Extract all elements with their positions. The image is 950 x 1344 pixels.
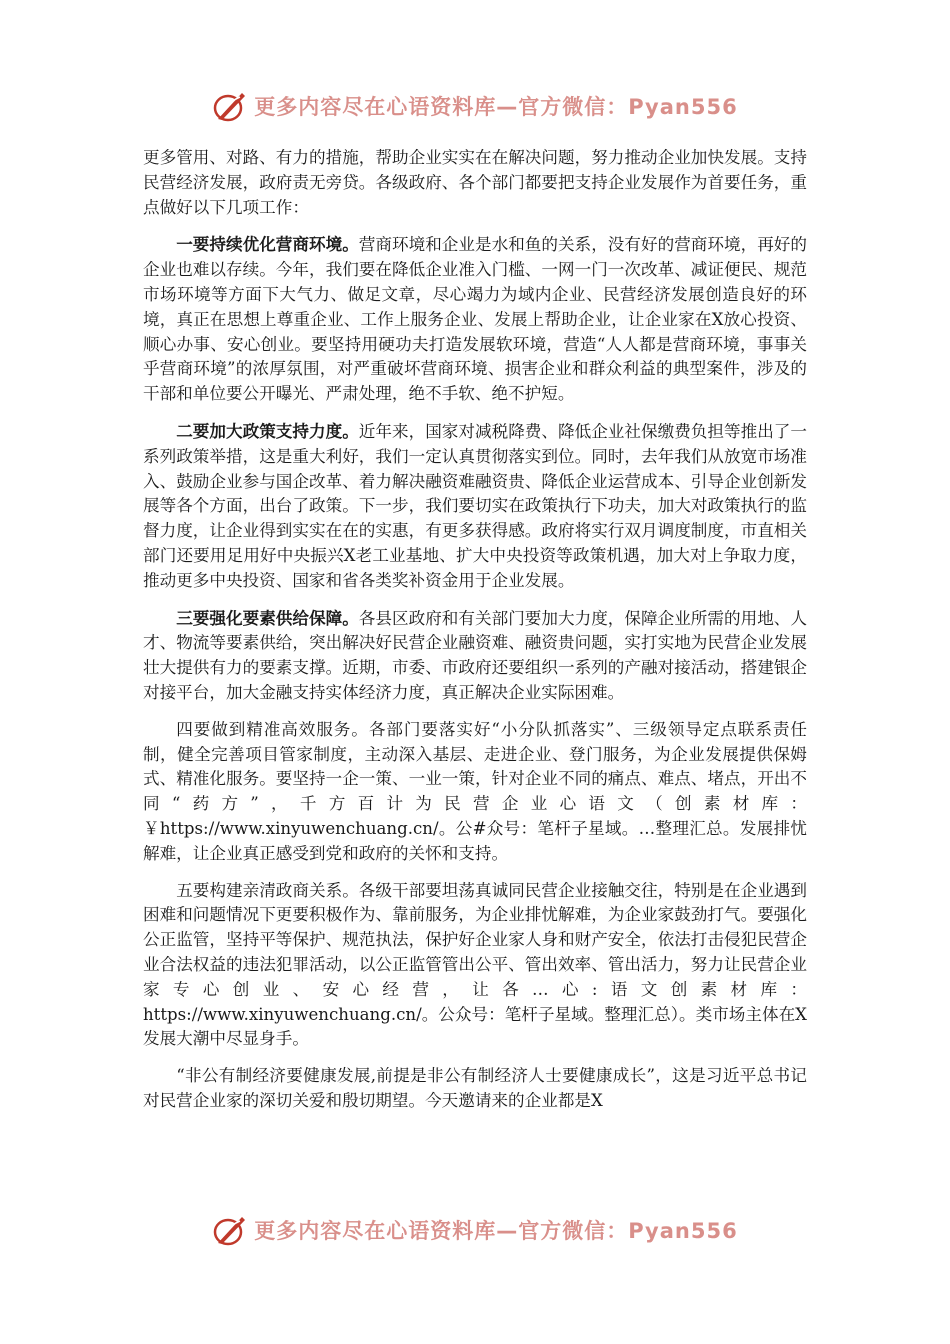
paragraph-2-heading: 二要加大政策支持力度。 — [176, 420, 359, 441]
paragraph-3 — [143, 606, 807, 706]
paragraph-intro: 更多管用、对路、有力的措施，帮助企业实实在在解决问题，努力推动企业加快发展。支持民营经济发展，政府责无旁贷。各级政府、各个部门都要把支持企业发展作为首要任务，重点做好以下几项工作： — [143, 148, 807, 217]
quill-pen-logo-icon — [212, 89, 248, 123]
quill-pen-logo-icon — [212, 1213, 248, 1247]
paragraph-1-heading: 一要持续优化营商环境。 — [176, 234, 359, 255]
document-body — [143, 146, 807, 1126]
paragraph-1-text: 营商环境和企业是水和鱼的关系，没有好的营商环境，再好的企业也难以存续。今年，我们要在降低企业准入门槛、一网一门一次改革、减证便民、规范市场环境等方面下大气力、做足文章，尽心竭力为域内企业、民营经济发展创造良好的环境，真正在思想上尊重企业、工作上服务企业、发展上帮助企业，让企业家在X放心投资、顺心办事、安心创业。要坚持用硬功夫打造发展软环境，营造“人人都是营商环境，事事关乎营商环境”的浓厚氛围，对严重破坏营商环境、损害企业和群众利益的典型案件，涉及的干部和单位要公开曝光、严肃处理，绝不手软、绝不护短。 — [143, 235, 808, 404]
header-banner — [0, 86, 950, 126]
paragraph-3-text: 各县区政府和有关部门要加大力度，保障企业所需的用地、人才、物流等要素供给，突出解决好民营企业融资难、融资贵问题，实打实地为民营企业发展壮大提供有力的要素支撑。近期，市委、市政府还要组织一系列的产融对接活动，搭建银企对接平台，加大金融支持实体经济力度，真正解决企业实际困难。 — [143, 608, 808, 702]
paragraph-2-text: 近年来，国家对减税降费、降低企业社保缴费负担等推出了一系列政策举措，这是重大利好，我们一定认真贯彻落实到位。同时，去年我们从放宽市场准入、鼓励企业参与国企改革、着力解决融资难融资贵、降低企业运营成本、引导企业创新发展等各个方面，出台了政策。下一步，我们要切实在政策执行下功夫，加大对政策执行的监督力度，让企业得到实实在在的实惠，有更多获得感。政府将实行双月调度制度，市直相关部门还要用足用好中央振兴X老工业基地、扩大中央投资等政策机遇，加大对上争取力度，推动更多中央投资、国家和省各类奖补资金用于企业发展。 — [143, 421, 808, 590]
footer-banner — [0, 1210, 950, 1250]
header-banner-text: 更多内容尽在心语资料库—官方微信：Pyan556 — [254, 95, 738, 119]
paragraph-5: 五要构建亲清政商关系。各级干部要坦荡真诚同民营企业接触交往，特别是在企业遇到困难和问题情况下更要积极作为、靠前服务，为企业排忧解难，为企业家鼓劲打气。要强化公正监管，坚持平等保护、规范执法，保护好企业家人身和财产安全，依法打击侵犯民营企业合法权益的违法犯罪活动，以公正监管管出公平、管出效率、管出活力，努力让民营企业家专心创业、安心经营，让各…心:语文创素材库：https://www.xinyuwenchuang.cn/。公众号：笔杆子星域。整理汇总）。类市场主体在X发展大潮中尽显身手。 — [143, 880, 807, 1049]
paragraph-1 — [143, 232, 807, 407]
footer-banner-text: 更多内容尽在心语资料库—官方微信：Pyan556 — [254, 1219, 738, 1243]
paragraph-2 — [143, 419, 807, 594]
paragraph-3-heading: 三要强化要素供给保障。 — [176, 607, 359, 628]
paragraph-4: 四要做到精准高效服务。各部门要落实好“小分队抓落实”、三级领导定点联系责任制，健全完善项目管家制度，主动深入基层、走进企业、登门服务，为企业发展提供保姆式、精准化服务。要坚持一企一策、一业一策，针对企业不同的痛点、难点、堵点，开出不同“药方”，千方百计为民营企业心语文（创素材库：￥https://www.xinyuwenchuang.cn/。公#众号：笔杆子星域。…整理汇总。发展排忧解难，让企业真正感受到党和政府的关怀和支持。 — [143, 719, 807, 863]
paragraph-6: “非公有制经济要健康发展,前提是非公有制经济人士要健康成长”，这是习近平总书记对民营企业家的深切关爱和殷切期望。今天邀请来的企业都是X — [143, 1066, 807, 1110]
